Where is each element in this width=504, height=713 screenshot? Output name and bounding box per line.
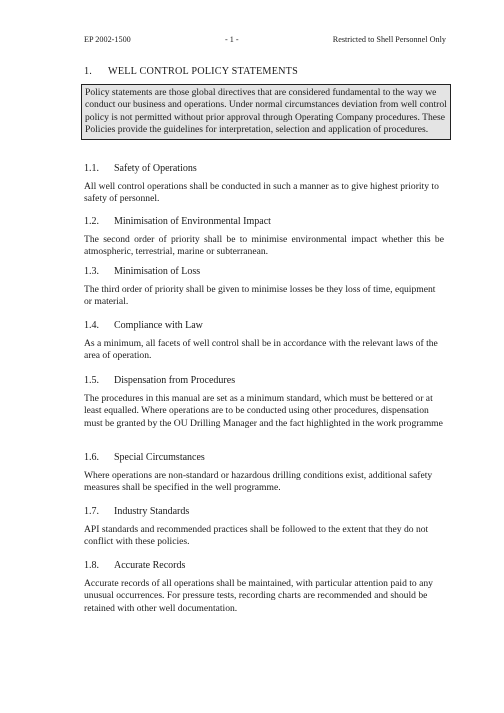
subsection-heading-text: Compliance with Law <box>114 320 203 331</box>
subsection-body: The second order of priority shall be to minimise environmental impact whether this be atmospheric, terrestrial, marine or subterranean. <box>84 234 444 258</box>
page-header <box>84 35 446 44</box>
subsection-number: 1.6. <box>84 452 99 463</box>
subsection-heading-text: Safety of Operations <box>114 163 197 174</box>
subsection-heading-text: Minimisation of Loss <box>114 266 201 277</box>
section-title-text: WELL CONTROL POLICY STATEMENTS <box>108 66 298 77</box>
subsection-number: 1.5. <box>84 375 99 386</box>
subsection-body: The third order of priority shall be given to minimise losses be they loss of time, equipment or material. <box>84 284 436 308</box>
subsection-number: 1.8. <box>84 560 99 571</box>
subsection-heading <box>84 452 444 463</box>
subsection-heading-text: Accurate Records <box>114 560 186 571</box>
subsection-body: As a minimum, all facets of well control shall be in accordance with the relevant laws of the area of operation. <box>84 338 438 362</box>
subsection-heading <box>84 216 444 227</box>
subsection-1-8 <box>84 560 444 615</box>
subsection-1-4 <box>84 320 444 363</box>
subsection-heading-text: Dispensation from Procedures <box>114 375 236 386</box>
subsection-heading <box>84 163 444 174</box>
subsection-number: 1.7. <box>84 506 99 517</box>
subsection-1-3 <box>84 266 444 309</box>
page-number: - 1 - <box>224 35 239 44</box>
document-id: EP 2002-1500 <box>84 35 131 44</box>
subsection-1-5 <box>84 375 444 430</box>
subsection-number: 1.4. <box>84 320 99 331</box>
subsection-1-6 <box>84 452 444 495</box>
subsection-body: The procedures in this manual are set as a minimum standard, which must be bettered or at least equalled. Where operations are to be conducted using other procedures, dispensation must be granted by the OU Drilling Manager and the fact highlighted in the work programme <box>84 393 443 429</box>
subsection-1-1 <box>84 163 444 206</box>
subsection-heading-text: Special Circumstances <box>114 452 205 463</box>
subsection-body: Where operations are non-standard or hazardous drilling conditions exist, additional safety measures shall be specified in the well programme. <box>84 470 433 494</box>
subsection-heading <box>84 266 444 277</box>
subsection-body: All well control operations shall be conducted in such a manner as to give highest priority to safety of personnel. <box>84 181 439 205</box>
subsection-heading-text: Industry Standards <box>114 506 190 517</box>
intro-box: Policy statements are those global directives that are considered fundamental to the way we conduct our business and operations. Under normal circumstances deviation from well control policy is not permitted without prior approval through Operating Company procedures. These Policies provide the guidelines for interpretation, selection and application of procedures. <box>81 84 451 140</box>
restriction-notice: Restricted to Shell Personnel Only <box>332 35 446 44</box>
section-title <box>84 66 298 77</box>
subsection-number: 1.1. <box>84 163 99 174</box>
subsection-1-2 <box>84 216 444 259</box>
subsection-heading <box>84 375 444 386</box>
subsection-heading <box>84 506 444 517</box>
subsection-number: 1.3. <box>84 266 99 277</box>
subsection-heading <box>84 560 444 571</box>
subsection-heading <box>84 320 444 331</box>
subsection-number: 1.2. <box>84 216 99 227</box>
subsection-heading-text: Minimisation of Environmental Impact <box>114 216 271 227</box>
subsection-body: API standards and recommended practices shall be followed to the extent that they do not conflict with these policies. <box>84 524 429 548</box>
subsection-1-7 <box>84 506 444 549</box>
section-number: 1. <box>84 66 93 77</box>
subsection-body: Accurate records of all operations shall be maintained, with particular attention paid to any unusual occurrences. For pressure tests, recording charts are recommended and should be retained with other well documentation. <box>84 578 433 614</box>
